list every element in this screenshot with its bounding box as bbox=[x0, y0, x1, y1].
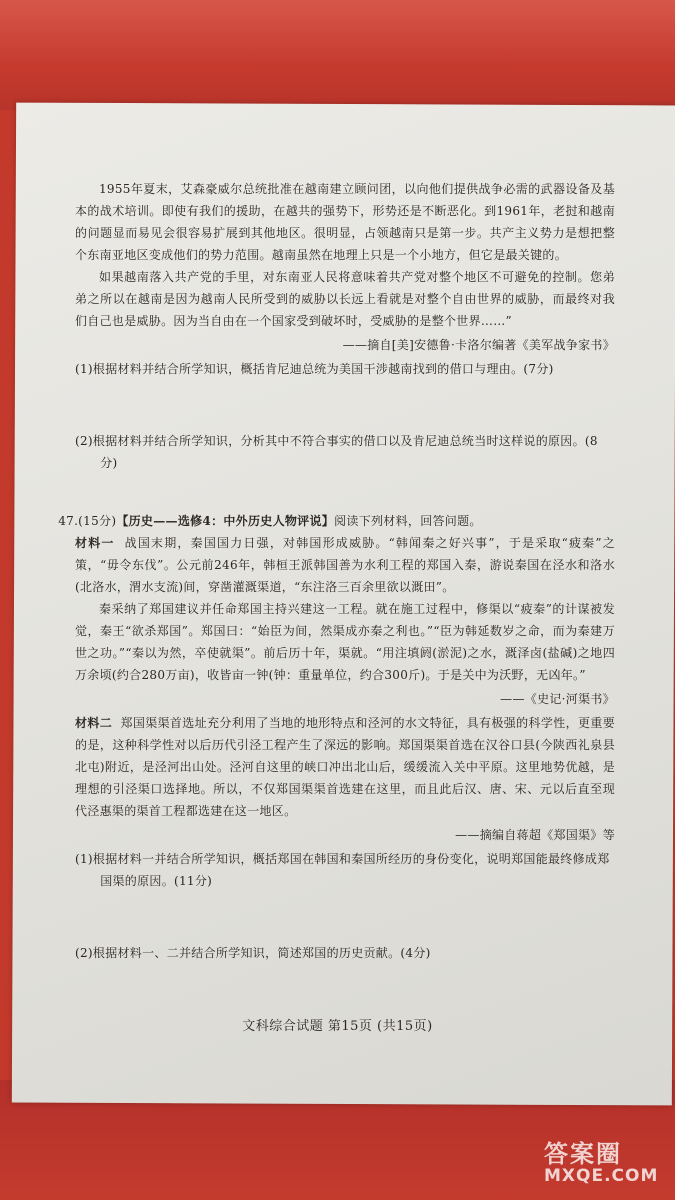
material2-text: 郑国渠渠首选址充分利用了当地的地形特点和泾河的水文特征，具有极强的科学性，更重要的是，这种科学性对以后历代引泾工程产生了深远的影响。郑国渠渠首选在汉谷口县(今陕西礼泉县北屯)附近，是泾河出山处。泾河自这里的峡口冲出北山后，缓缓流入关中平原。这里地势优越，是理想的引泾渠口选择地。所以，不仅郑国渠渠首选建在这里，而且此后汉、唐、宋、元以后直至现代泾惠渠的渠首工程都选建在这一地区。 bbox=[75, 716, 615, 818]
material2-source: ——摘编自蒋超《郑国渠》等 bbox=[455, 828, 615, 842]
material1-label: 材料一 bbox=[75, 536, 115, 550]
answer-space bbox=[75, 892, 615, 942]
answer-space bbox=[75, 380, 615, 430]
watermark-text: 答案圈 bbox=[544, 1140, 622, 1168]
red-background-top bbox=[0, 0, 675, 110]
material1-text1: 战国末期，秦国国力日强，对韩国形成威胁。“韩闻秦之好兴事”，于是采取“疲秦”之策，“毋令东伐”。公元前246年，韩桓王派韩国善为水利工程的郑国入秦，游说秦国在泾水和洛水(北洛水，渭水支流)间，穿凿灌溉渠道，“东注洛三百余里欲以溉田”。 bbox=[75, 536, 616, 594]
page-footer: 文科综合试题 第15页 (共15页) bbox=[242, 1019, 433, 1034]
passage1-paragraph2: 如果越南落入共产党的手里，对东南亚人民将意味着共产党对整个地区不可避免的控制。您弟弟之所以在越南是因为越南人民所受到的威胁以长远上看就是对整个自由世界的威胁，而最终对我们自己也是威胁。因为当自由在一个国家受到破坏时，受威胁的是整个世界……” bbox=[75, 270, 615, 328]
question-47-header bbox=[58, 510, 615, 532]
question-2: (2)根据材料并结合所学知识，分析其中不符合事实的借口以及肯尼迪总统当时这样说的原因。(8分) bbox=[75, 434, 598, 470]
watermark-url: MXQE.COM bbox=[544, 1166, 659, 1186]
question-47-topic: 【历史——选修4：中外历史人物评说】 bbox=[116, 514, 335, 528]
material1-paragraph2: 秦采纳了郑国建议并任命郑国主持兴建这一工程。就在施工过程中，修渠以“疲秦”的计谋被发觉，秦王“欲杀郑国”。郑国曰：“始臣为间，然渠成亦秦之利也。”“臣为韩延数岁之命，而为秦建万世之功。”“秦以为然，卒使就渠”。前后历十年，渠就。“用注填阏(淤泥)之水，溉泽卤(盐碱)之地四万余顷(约合280万亩)，收皆亩一钟(钟：重量单位，约合300斤)。于是关中为沃野，无凶年。” bbox=[75, 602, 615, 682]
material2-label: 材料二 bbox=[75, 716, 113, 730]
answer-space bbox=[75, 474, 615, 510]
question-1: (1)根据材料并结合所学知识，概括肯尼迪总统为美国干涉越南找到的借口与理由。(7分) bbox=[75, 362, 554, 376]
material2-paragraph bbox=[75, 712, 615, 822]
question-47-1: (1)根据材料一并结合所学知识，概括郑国在韩国和秦国所经历的身份变化，说明郑国能最终修成郑国渠的原因。(11分) bbox=[75, 852, 610, 888]
passage1-source: ——摘自[美]安德鲁·卡洛尔编著《美军战争家书》 bbox=[342, 338, 615, 352]
exam-content bbox=[58, 178, 616, 964]
question-47-instruction: 阅读下列材料，回答问题。 bbox=[334, 514, 482, 528]
material1-source: ——《史记·河渠书》 bbox=[500, 692, 615, 706]
passage1-paragraph1: 1955年夏末，艾森豪威尔总统批准在越南建立顾问团，以向他们提供战争必需的武器设备及基本的战术培训。即使有我们的援助，在越共的强势下，形势还是不断恶化。到1961年，老挝和越南的问题显而易见会很容易扩展到其他地区。很明显，占领越南只是第一步。共产主义势力是想把整个东南亚地区变成他们的势力范围。越南虽然在地理上只是一个小地方，但它是最关键的。 bbox=[75, 182, 615, 262]
watermark-logo bbox=[538, 1130, 668, 1192]
question-47-2: (2)根据材料一、二并结合所学知识，简述郑国的历史贡献。(4分) bbox=[75, 946, 431, 960]
material1-paragraph1 bbox=[75, 532, 615, 598]
question-47-number: 47.(15分) bbox=[58, 514, 117, 528]
